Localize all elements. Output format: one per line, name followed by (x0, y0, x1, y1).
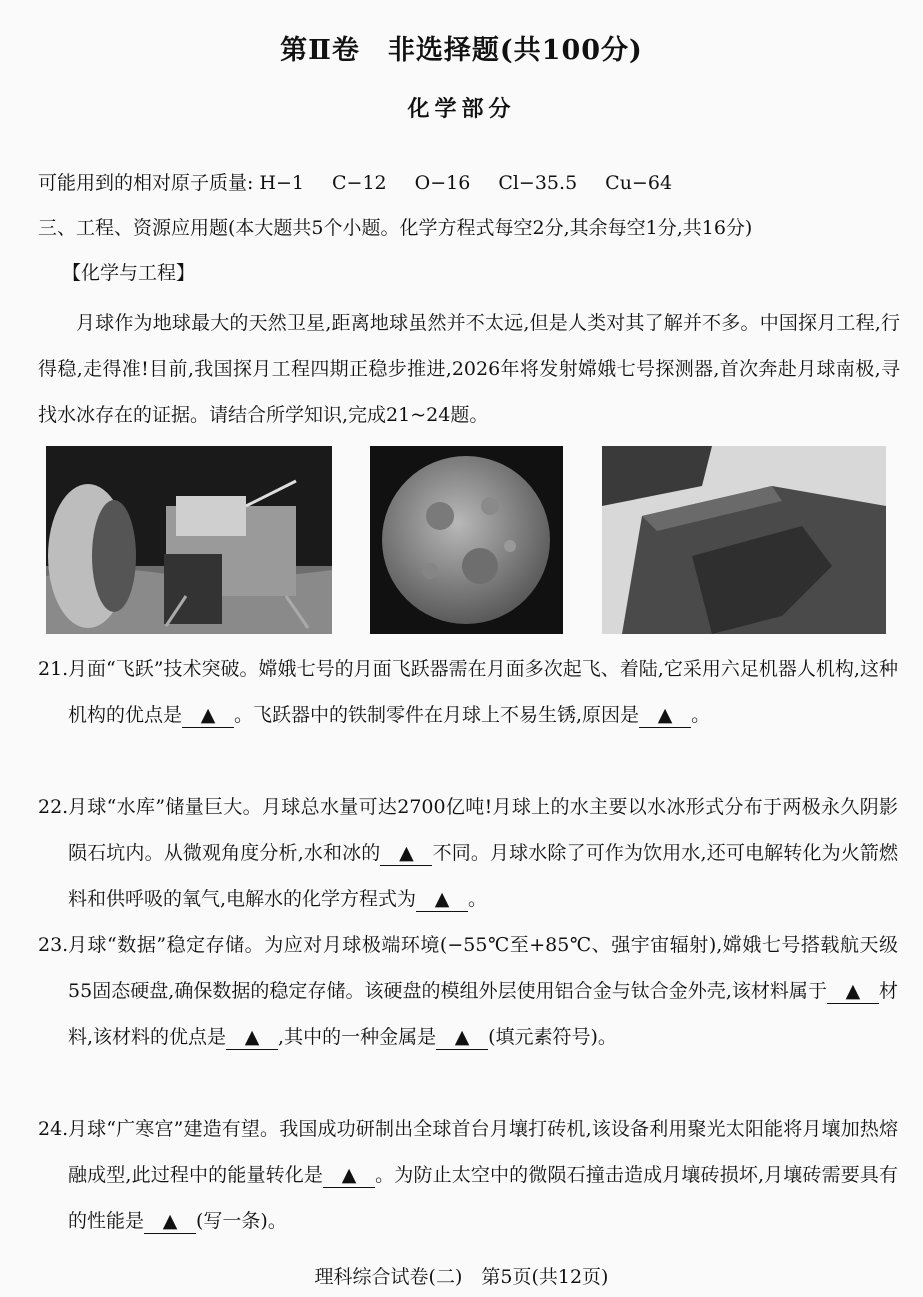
question-21 (38, 646, 898, 738)
topic-tag: 【化学与工程】 (62, 262, 196, 284)
mass-cu: Cu−64 (605, 172, 673, 194)
question-number: 23. (38, 934, 69, 956)
mass-c: C−12 (331, 172, 387, 194)
question-number: 21. (38, 658, 69, 680)
question-text: 。为防止太空中的微陨石撞击造成月壤砖损坏,月壤砖需要具有的性能是 (68, 1164, 898, 1232)
moon-illustration (370, 446, 563, 634)
question-text: 。飞跃器中的铁制零件在月球上不易生锈,原因是 (234, 704, 640, 726)
section-subtitle: 化学部分 (407, 96, 516, 122)
answer-blank[interactable]: ▲ (226, 1025, 278, 1050)
mass-h: H−1 (259, 172, 304, 194)
question-text: 不同。月球水除了可作为饮用水,还可电解转化为火箭燃料和供呼吸的氧气,电解水的化学方程式为 (68, 842, 898, 910)
question-22 (38, 784, 898, 922)
section-heading: 三、工程、资源应用题(本大题共5个小题。化学方程式每空2分,其余每空1分,共16分) (38, 217, 753, 239)
question-text: 。 (468, 888, 488, 910)
intro-paragraph: 月球作为地球最大的天然卫星,距离地球虽然并不太远,但是人类对其了解并不多。中国探月工程,行得稳,走得准!目前,我国探月工程四期正稳步推进,2026年将发射嫦娥七号探测器,首次奔赴月球南极,寻找水冰存在的证据。请结合所学知识,完成21~24题。 (38, 312, 900, 426)
atomic-masses (38, 168, 700, 195)
mass-cl: Cl−35.5 (498, 172, 578, 194)
page-footer: 理科综合试卷(二) 第5页(共12页) (314, 1266, 609, 1288)
answer-blank[interactable]: ▲ (182, 703, 234, 728)
answer-blank[interactable]: ▲ (144, 1209, 196, 1234)
answer-blank[interactable]: ▲ (416, 887, 468, 912)
lander-illustration (46, 446, 332, 634)
question-text: 材料,该材料的优点是 (68, 980, 898, 1048)
question-text: 月面“飞跃”技术突破。嫦娥七号的月面飞跃器需在月面多次起飞、着陆,它采用六足机器人机构,这种机构的优点是 (68, 658, 898, 726)
brick-photo (602, 446, 886, 634)
question-24 (38, 1106, 898, 1244)
mass-o: O−16 (414, 172, 471, 194)
answer-blank[interactable]: ▲ (436, 1025, 488, 1050)
question-text: 。 (691, 704, 711, 726)
page-title: 第Ⅱ卷 非选择题(共100分) (280, 35, 643, 66)
question-text: (填元素符号)。 (488, 1026, 617, 1048)
question-number: 24. (38, 1118, 69, 1140)
question-number: 22. (38, 796, 69, 818)
brick-illustration (602, 446, 886, 634)
answer-blank[interactable]: ▲ (380, 841, 432, 866)
lander-photo (46, 446, 332, 634)
question-text: 月球“数据”稳定存储。为应对月球极端环境(−55℃至+85℃、强宇宙辐射),嫦娥七号搭载航天级55固态硬盘,确保数据的稳定存储。该硬盘的模组外层使用铝合金与钛合金外壳,该材料属于 (68, 934, 898, 1002)
answer-blank[interactable]: ▲ (639, 703, 691, 728)
question-text: (写一条)。 (196, 1210, 287, 1232)
question-text: 月球“水库”储量巨大。月球总水量可达2700亿吨!月球上的水主要以水冰形式分布于两极永久阴影陨石坑内。从微观角度分析,水和冰的 (68, 796, 898, 864)
question-text: ,其中的一种金属是 (278, 1026, 437, 1048)
answer-blank[interactable]: ▲ (827, 979, 879, 1004)
answer-blank[interactable]: ▲ (323, 1163, 375, 1188)
moon-photo (370, 446, 563, 634)
question-text: 月球“广寒宫”建造有望。我国成功研制出全球首台月壤打砖机,该设备利用聚光太阳能将月壤加热熔融成型,此过程中的能量转化是 (68, 1118, 898, 1186)
atomic-masses-label: 可能用到的相对原子质量: (38, 172, 254, 194)
question-23 (38, 922, 898, 1060)
